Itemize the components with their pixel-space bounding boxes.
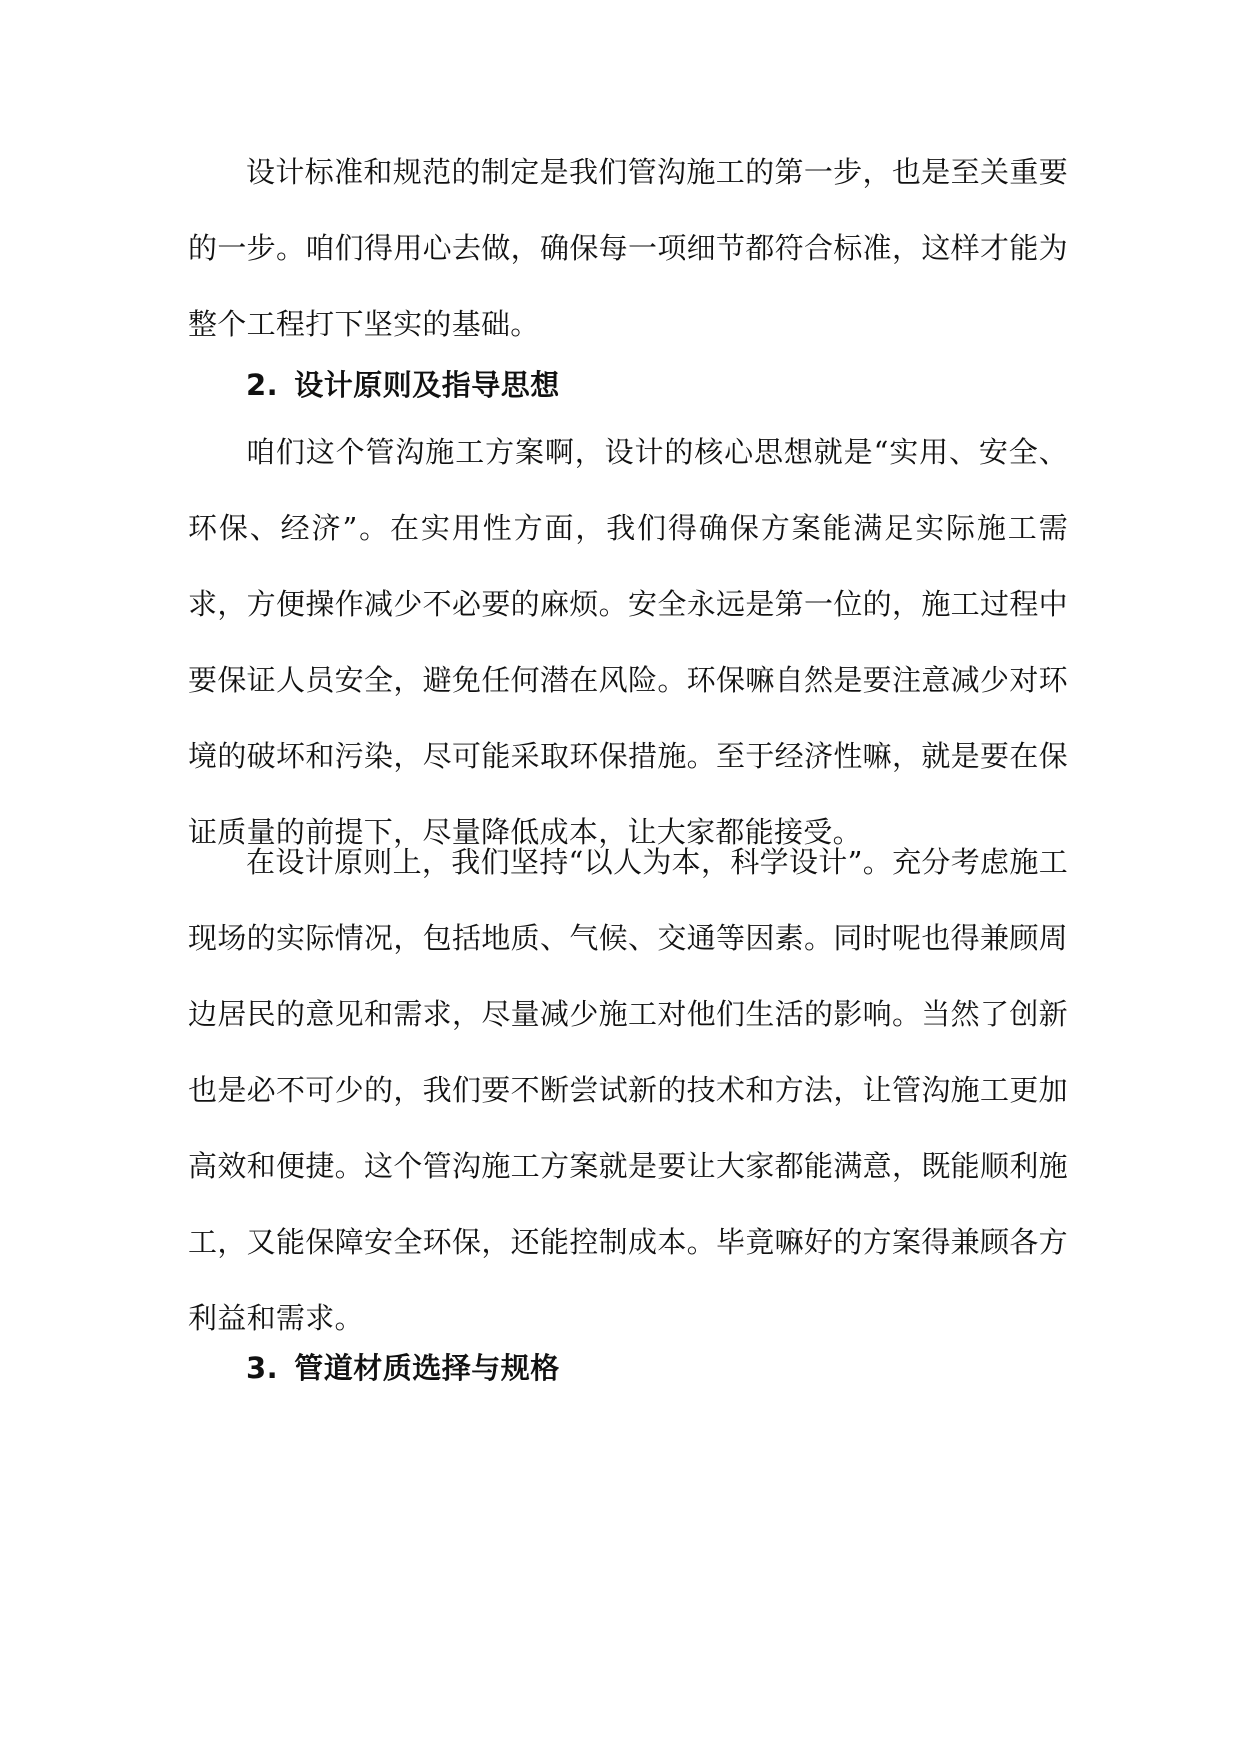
paragraph-design-principles: 在设计原则上，我们坚持“以人为本，科学设计”。充分考虑施工现场的实际情况，包括地质、气候、交通等因素。同时呢也得兼顾周边居民的意见和需求，尽量减少施工对他们生活的影响。当然了创新也是必不可少的，我们要不断尝试新的技术和方法，让管沟施工更加高效和便捷。这个管沟施工方案就是要让大家都能满意，既能顺利施工，又能保障安全环保，还能控制成本。毕竟嘛好的方案得兼顾各方利益和需求。 [188,845,1068,1335]
section-title: 管道材质选择与规格 [294,1351,560,1385]
section-number: 3. [246,1351,279,1385]
section-title: 设计原则及指导思想 [294,368,560,402]
paragraph-core-ideas: 咱们这个管沟施工方案啊，设计的核心思想就是“实用、安全、环保、经济”。在实用性方面，我们得确保方案能满足实际施工需求，方便操作减少不必要的麻烦。安全永远是第一位的，施工过程中要保证人员安全，避免任何潜在风险。环保嘛自然是要注意减少对环境的破坏和污染，尽可能采取环保措施。至于经济性嘛，就是要在保证质量的前提下，尽量降低成本，让大家都能接受。 [188,435,1068,849]
paragraph-design-standards: 设计标准和规范的制定是我们管沟施工的第一步，也是至关重要的一步。咱们得用心去做，确保每一项细节都符合标准，这样才能为整个工程打下坚实的基础。 [188,155,1068,341]
section-heading-3 [246,1348,560,1388]
section-heading-2 [246,365,560,405]
section-number: 2. [246,368,279,402]
